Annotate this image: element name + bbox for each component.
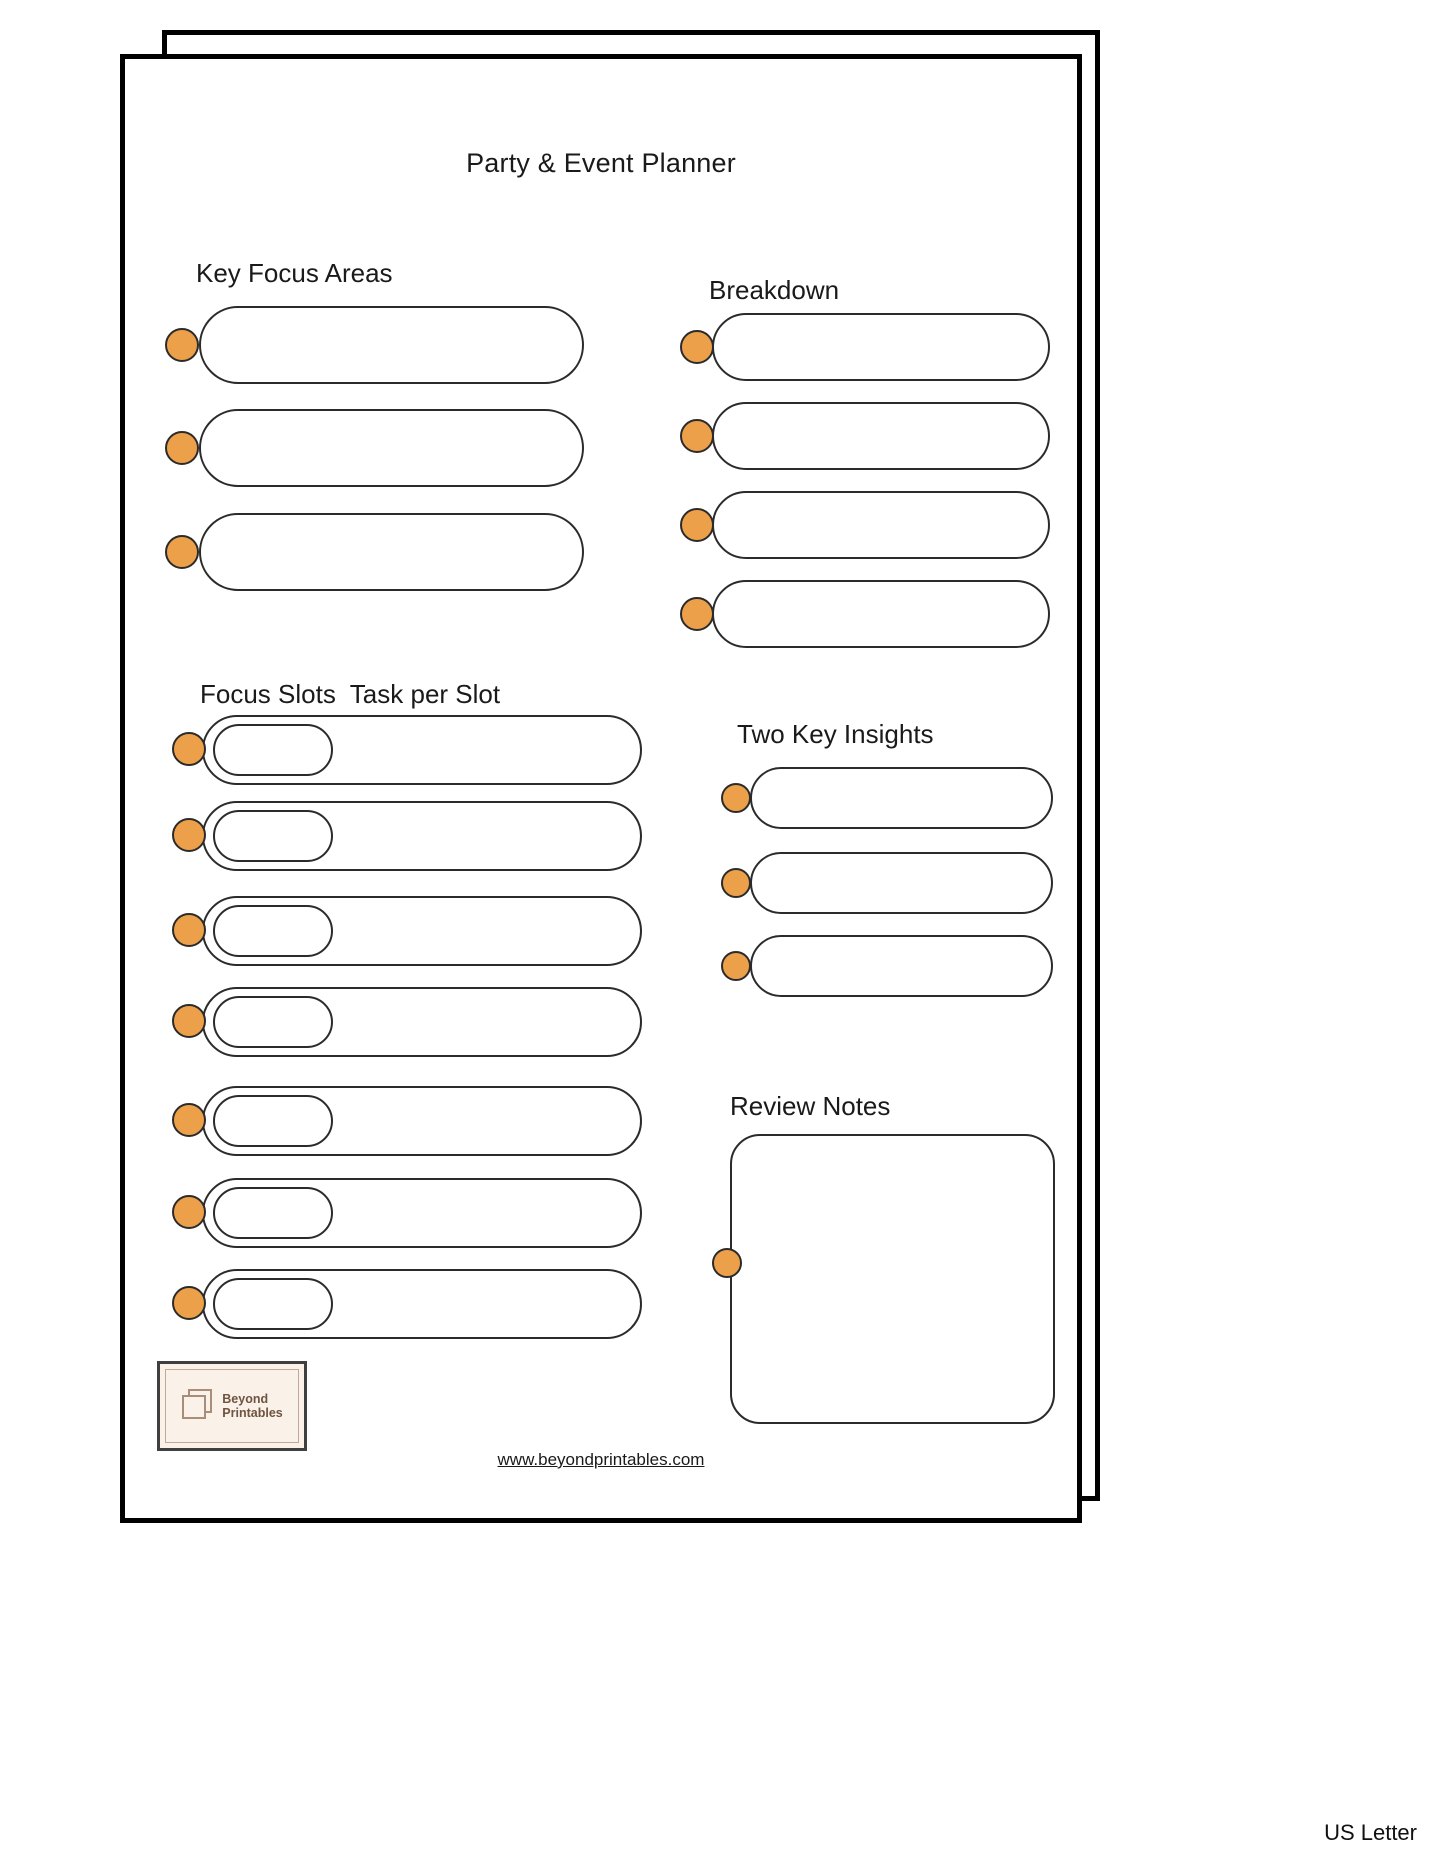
stacked-squares-icon	[181, 1388, 215, 1425]
brand-logo-badge	[157, 1361, 307, 1451]
focus-slot-field-5[interactable]	[213, 1095, 333, 1147]
brand-logo-inner-border	[165, 1369, 299, 1443]
breakdown-field-2[interactable]	[712, 402, 1050, 470]
key-insight-field-3[interactable]	[750, 935, 1053, 997]
bullet-dot-icon	[712, 1248, 742, 1278]
key-insight-field-1[interactable]	[750, 767, 1053, 829]
footer-website-link[interactable]: www.beyondprintables.com	[497, 1450, 705, 1469]
bullet-dot-icon	[680, 597, 714, 631]
page-title: Party & Event Planner	[466, 148, 736, 178]
brand-logo-line-1: Beyond	[222, 1392, 269, 1406]
focus-slot-field-6[interactable]	[213, 1187, 333, 1239]
review-notes-textarea[interactable]	[730, 1134, 1055, 1424]
bullet-dot-icon	[172, 732, 206, 766]
bullet-dot-icon	[172, 1286, 206, 1320]
focus-slot-field-3[interactable]	[213, 905, 333, 957]
section-heading-key-focus-areas: Key Focus Areas	[196, 258, 393, 288]
section-heading-breakdown: Breakdown	[709, 275, 840, 305]
planner-sheet	[120, 54, 1082, 1523]
focus-slot-field-1[interactable]	[213, 724, 333, 776]
section-heading-review-notes: Review Notes	[730, 1091, 891, 1121]
breakdown-field-1[interactable]	[712, 313, 1050, 381]
bullet-dot-icon	[721, 951, 751, 981]
bullet-dot-icon	[172, 1195, 206, 1229]
key-focus-area-field-1[interactable]	[199, 306, 584, 384]
bullet-dot-icon	[172, 1004, 206, 1038]
bullet-dot-icon	[721, 868, 751, 898]
bullet-dot-icon	[165, 431, 199, 465]
key-focus-area-field-3[interactable]	[199, 513, 584, 591]
bullet-dot-icon	[680, 419, 714, 453]
bullet-dot-icon	[165, 535, 199, 569]
section-heading-two-key-insights: Two Key Insights	[737, 719, 934, 749]
breakdown-field-4[interactable]	[712, 580, 1050, 648]
section-heading-focus-slots: Focus Slots Task per Slot	[200, 679, 501, 709]
bullet-dot-icon	[172, 1103, 206, 1137]
bullet-dot-icon	[172, 818, 206, 852]
brand-logo-line-2: Printables	[222, 1406, 283, 1420]
focus-slot-field-7[interactable]	[213, 1278, 333, 1330]
brand-logo-text	[222, 1392, 282, 1420]
bullet-dot-icon	[680, 330, 714, 364]
key-insight-field-2[interactable]	[750, 852, 1053, 914]
bullet-dot-icon	[172, 913, 206, 947]
breakdown-field-3[interactable]	[712, 491, 1050, 559]
bullet-dot-icon	[680, 508, 714, 542]
focus-slot-field-2[interactable]	[213, 810, 333, 862]
bullet-dot-icon	[721, 783, 751, 813]
focus-slot-field-4[interactable]	[213, 996, 333, 1048]
key-focus-area-field-2[interactable]	[199, 409, 584, 487]
bullet-dot-icon	[165, 328, 199, 362]
page-size-label: US Letter	[1324, 1820, 1417, 1845]
